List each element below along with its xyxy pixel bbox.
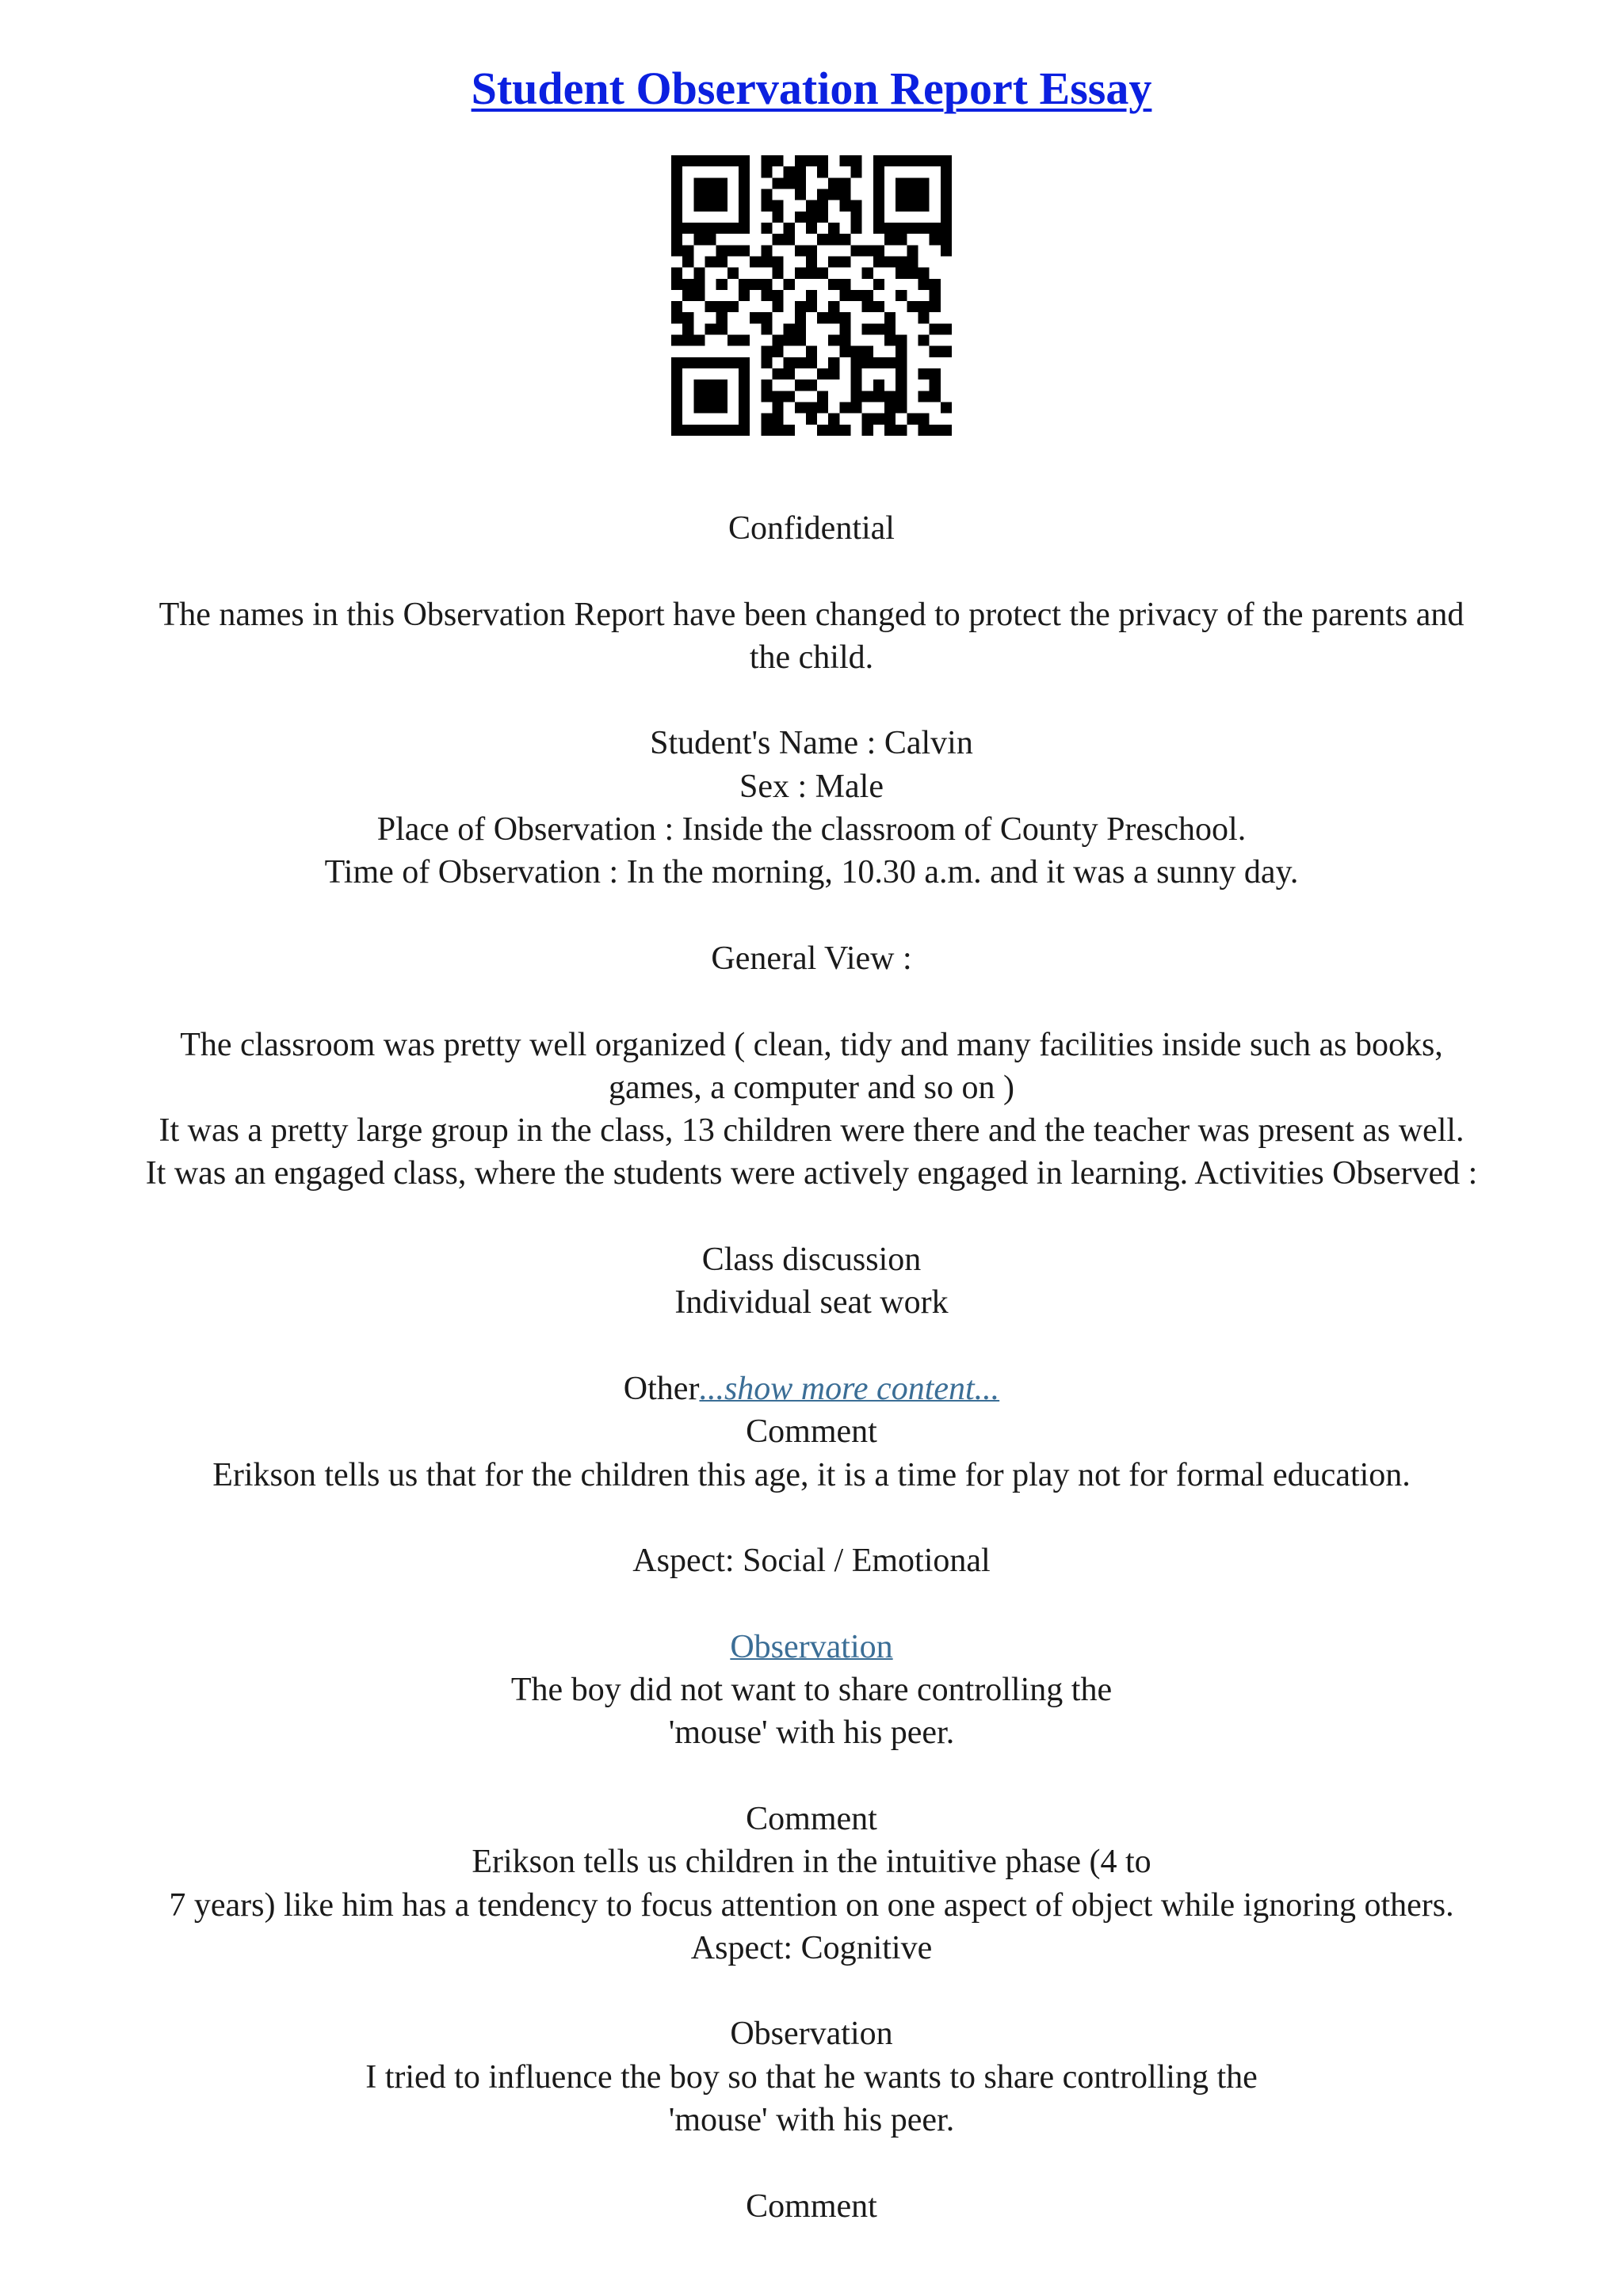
page-title [0, 57, 1623, 120]
confidential-label: Confidential [728, 510, 895, 547]
other-line [48, 1367, 1575, 1410]
other-label: Other [623, 1370, 700, 1407]
observation-text-2-line-2: 'mouse' with his peer. [668, 2101, 955, 2138]
aspect-social-emotional: Aspect: Social / Emotional [632, 1543, 991, 1580]
observation-text-1-line-1: The boy did not want to share controlling the [510, 1672, 1113, 1709]
observation-place: Place of Observation : Inside the classroom of County Preschool. [376, 811, 1247, 849]
classroom-line-1: The classroom was pretty well organized ( clean, tidy and many facilities inside such as books, [180, 1026, 1443, 1063]
student-sex: Sex : Male [739, 768, 884, 805]
observation-time: Time of Observation : In the morning, 10.30 a.m. and it was a sunny day. [324, 854, 1299, 891]
comment-label-2: Comment [746, 1800, 877, 1837]
observation-link-line [48, 1626, 1575, 1669]
classroom-line-2: games, a computer and so on ) [608, 1069, 1015, 1106]
activity-seat-work: Individual seat work [674, 1284, 949, 1322]
comment-text-2-line-1: Erikson tells us children in the intuitive phase (4 to [472, 1844, 1151, 1881]
comment-text-2-line-2: 7 years) like him has a tendency to focus attention on one aspect of object while ignoring others. [169, 1886, 1454, 1924]
qr-finder-bottom-left [671, 357, 750, 436]
report-body [48, 507, 1575, 2228]
comment-label-1: Comment [746, 1413, 877, 1451]
general-view-heading: General View : [711, 940, 912, 977]
privacy-note-line-2: the child. [749, 639, 874, 676]
group-size-line: It was a pretty large group in the class, 13 children were there and the teacher was present as well. [158, 1112, 1465, 1150]
privacy-note-line-1: The names in this Observation Report have been changed to protect the privacy of the parents and [158, 596, 1465, 633]
engaged-class-line: It was an engaged class, where the students were actively engaged in learning. Activities Observed : [145, 1155, 1478, 1192]
observation-label-2: Observation [730, 2016, 893, 2053]
aspect-cognitive: Aspect: Cognitive [690, 1929, 933, 1966]
qr-finder-top-right [873, 155, 952, 234]
comment-label-3: Comment [746, 2187, 877, 2225]
observation-text-1-line-2: 'mouse' with his peer. [668, 1714, 955, 1752]
show-more-content-link[interactable]: ...show more content... [699, 1370, 1000, 1407]
observation-text-2-line-1: I tried to influence the boy so that he wants to share controlling the [365, 2058, 1258, 2096]
title-link[interactable]: Student Observation Report Essay [471, 63, 1152, 114]
activity-class-discussion: Class discussion [701, 1241, 922, 1279]
comment-text-1: Erikson tells us that for the children this age, it is a time for play not for formal education. [212, 1456, 1411, 1493]
student-name: Student's Name : Calvin [650, 725, 973, 762]
qr-code-image [671, 155, 952, 436]
observation-link[interactable]: Observation [730, 1628, 893, 1665]
qr-finder-top-left [671, 155, 750, 234]
